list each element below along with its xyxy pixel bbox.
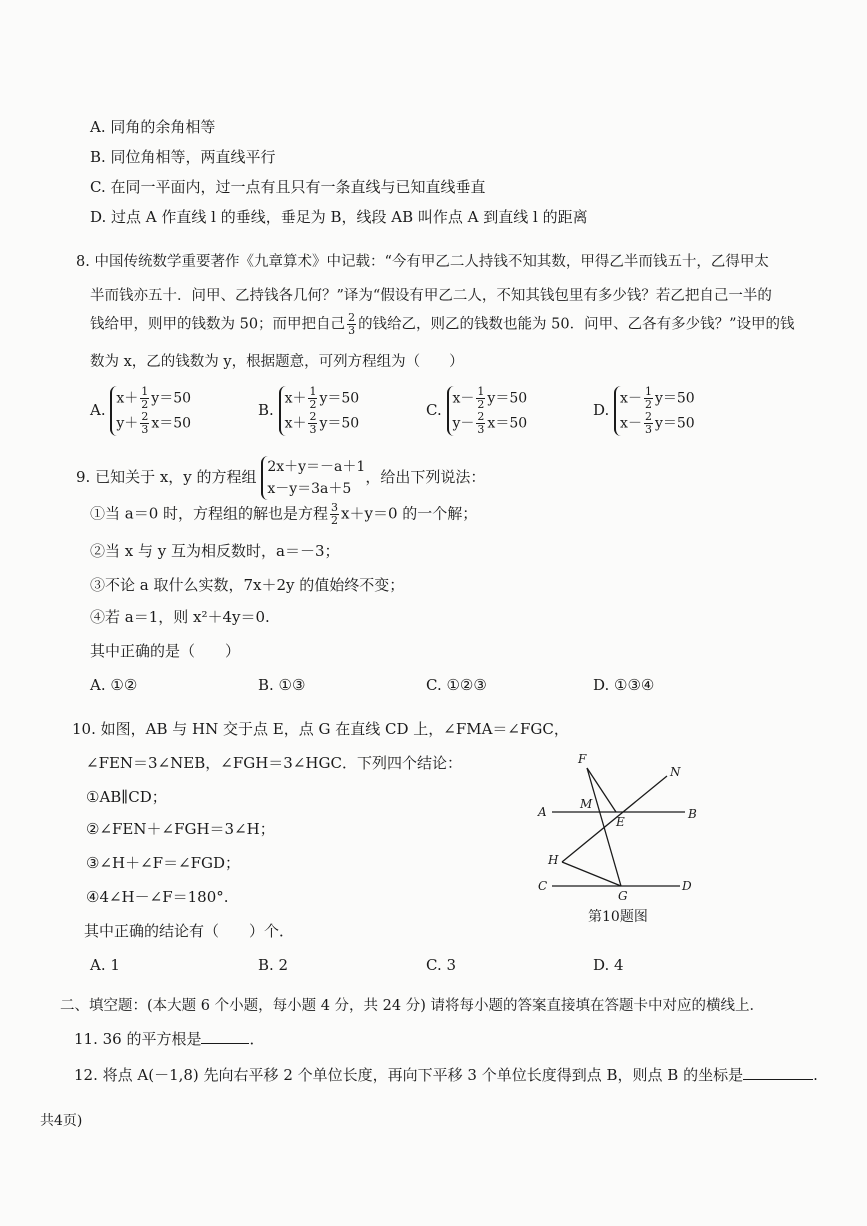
geometry-diagram	[530, 750, 710, 930]
q10-option-b: B. 2	[258, 956, 289, 974]
q10-figure	[530, 750, 710, 930]
q9-statement-4: ④若 a＝1，则 x²＋4y＝0.	[90, 608, 270, 626]
q8-line3	[90, 312, 795, 337]
frac-den: 2	[309, 398, 317, 411]
eq-term: y＝50	[319, 390, 360, 407]
eq-term: x＋	[116, 390, 139, 407]
frac-num: 2	[141, 410, 149, 423]
frac-den: 2	[644, 398, 652, 411]
q7-option-d: D. 过点 A 作直线 l 的垂线，垂足为 B，线段 AB 叫作点 A 到直线 l 的距离	[90, 208, 588, 226]
frac-den: 3	[644, 423, 652, 436]
q9-statement-1	[90, 502, 477, 527]
q11	[74, 1028, 265, 1049]
eq-term: x－	[620, 415, 642, 432]
eq-term: y－	[452, 415, 475, 432]
eq-term: y＝50	[487, 390, 528, 407]
frac-den: 2	[331, 514, 339, 527]
q8-line3-before: 钱给甲，则甲的钱数为 50；而甲把自己	[90, 316, 346, 333]
q10-option-c: C. 3	[426, 956, 457, 974]
frac-num: 2	[309, 410, 317, 423]
label-b: B	[688, 807, 697, 821]
fraction	[476, 386, 485, 411]
equation-row	[453, 411, 528, 436]
q12-text: 12. 将点 A(－1,8) 先向右平移 2 个单位长度，再向下平移 3 个单位长度得到点 B，则点 B 的坐标是	[74, 1066, 744, 1084]
q8-line3-after: 的钱给乙，则乙的钱数也能为 50．问甲、乙各有多少钱？”设甲的钱	[358, 316, 795, 333]
equation-row	[453, 386, 528, 411]
q9-statement-3: ③不论 a 取什么实数，7x＋2y 的值始终不变；	[90, 576, 405, 594]
label-n: N	[670, 765, 681, 779]
label-m: M	[580, 797, 593, 811]
eq-term: x＝50	[487, 415, 528, 432]
q8-fraction	[347, 312, 356, 337]
segment-hg	[562, 862, 621, 886]
q7-option-a: A. 同角的余角相等	[90, 118, 216, 136]
frac-num: 1	[309, 385, 317, 398]
fraction	[140, 386, 149, 411]
equation-system	[279, 386, 360, 436]
frac-num: 1	[644, 385, 652, 398]
q12	[74, 1064, 818, 1085]
equation-row: x－y＝3a＋5	[267, 481, 352, 497]
frac-num: 2	[644, 410, 652, 423]
q10-ask: 其中正确的结论有（ ）个．	[84, 922, 295, 940]
frac-num: 1	[141, 385, 149, 398]
q8-option-d	[593, 386, 695, 436]
eq-term: y＝50	[151, 390, 192, 407]
q9-option-c: C. ①②③	[426, 676, 487, 694]
frac-den: 2	[477, 398, 485, 411]
q7-option-c: C. 在同一平面内，过一点有且只有一条直线与已知直线垂直	[90, 178, 486, 196]
eq-term: x＋	[284, 390, 307, 407]
q10-option-d: D. 4	[593, 956, 624, 974]
q9-option-a: A. ①②	[90, 676, 138, 694]
equation-row	[116, 386, 191, 411]
q8-option-label: C.	[426, 401, 442, 419]
label-c: C	[538, 879, 548, 893]
statement-text: ①当 a＝0 时，方程组的解也是方程	[90, 504, 329, 523]
label-e: E	[616, 815, 625, 829]
fraction	[644, 386, 653, 411]
q8-frac-den: 3	[348, 324, 356, 337]
q9-equation-system	[261, 456, 365, 500]
label-g: G	[618, 889, 628, 903]
equation-system	[614, 386, 695, 436]
q10-option-a: A. 1	[90, 956, 120, 974]
q11-answer-blank[interactable]	[201, 1043, 249, 1044]
fraction	[140, 411, 149, 436]
q12-answer-blank[interactable]	[743, 1079, 813, 1080]
q8-line1: 8. 中国传统数学重要著作《九章算术》中记载：“今有甲乙二人持钱不知其数，甲得乙半而钱五十，乙得甲太	[76, 254, 769, 270]
q8-frac-num: 2	[348, 311, 356, 324]
fraction	[308, 386, 317, 411]
equation-system	[447, 386, 528, 436]
q8-option-label: B.	[258, 401, 274, 419]
q8-line4: 数为 x，乙的钱数为 y，根据题意，可列方程组为（ ）	[90, 354, 464, 370]
section-2-heading: 二、填空题：(本大题 6 个小题，每小题 4 分，共 24 分) 请将每小题的答案直接填在答题卡中对应的横线上．	[60, 998, 764, 1014]
eq-term: y＋	[116, 415, 139, 432]
eq-term: y＝50	[319, 415, 360, 432]
q9-statement-2: ②当 x 与 y 互为相反数时，a＝－3；	[90, 542, 340, 560]
label-d: D	[682, 879, 692, 893]
q8-option-b	[258, 386, 359, 436]
q10-line1: 10. 如图，AB 与 HN 交于点 E，点 G 在直线 CD 上，∠FMA＝∠FGC，	[72, 720, 569, 738]
fraction	[476, 411, 485, 436]
eq-term: y＝50	[654, 415, 695, 432]
frac-den: 3	[477, 423, 485, 436]
eq-term: x＋	[284, 415, 307, 432]
frac-num: 2	[477, 410, 485, 423]
frac-num: 3	[331, 501, 339, 514]
page-footer: 共4页)	[40, 1113, 83, 1129]
q9-option-b: B. ①③	[258, 676, 306, 694]
label-f: F	[578, 752, 587, 766]
label-h: H	[548, 853, 559, 867]
eq-term: y＝50	[654, 390, 695, 407]
equation-row	[620, 386, 695, 411]
frac-den: 3	[141, 423, 149, 436]
equation-row	[285, 386, 360, 411]
q11-text-end: ．	[249, 1030, 265, 1048]
eq-term: x－	[620, 390, 642, 407]
q9-stem-before: 9. 已知关于 x，y 的方程组	[76, 468, 257, 486]
fraction	[308, 411, 317, 436]
equation-row: 2x＋y＝－a＋1	[267, 459, 366, 475]
q9-stem	[76, 456, 485, 500]
eq-term: x＝50	[151, 415, 192, 432]
figure-caption: 第10题图	[588, 909, 648, 925]
q9-option-d: D. ①③④	[593, 676, 655, 694]
q8-option-c	[426, 386, 527, 436]
q9-ask: 其中正确的是（ ）	[90, 642, 241, 660]
q10-conclusion-2: ②∠FEN＋∠FGH＝3∠H；	[86, 820, 275, 838]
statement-text: x＋y＝0 的一个解；	[341, 504, 478, 523]
frac-num: 1	[477, 385, 485, 398]
fraction	[644, 411, 653, 436]
label-a: A	[538, 805, 547, 819]
q9-stem-after: ，给出下列说法：	[365, 468, 486, 486]
q11-text: 11. 36 的平方根是	[74, 1030, 202, 1048]
q10-line2: ∠FEN＝3∠NEB，∠FGH＝3∠HGC．下列四个结论：	[86, 754, 462, 772]
equation-system	[110, 386, 191, 436]
equation-row	[116, 411, 191, 436]
q8-line2: 半而钱亦五十．问甲、乙持钱各几何？”译为“假设有甲乙二人，不知其钱包里有多少钱？若乙把自己一半的	[90, 288, 772, 304]
frac-den: 2	[141, 398, 149, 411]
q8-option-label: A.	[90, 401, 106, 419]
q8-option-label: D.	[593, 401, 610, 419]
q10-conclusion-4: ④4∠H－∠F＝180°.	[86, 888, 229, 906]
q12-text-end: .	[813, 1066, 818, 1084]
equation-row	[620, 411, 695, 436]
q10-conclusion-3: ③∠H＋∠F＝∠FGD；	[86, 854, 241, 872]
q8-option-a	[90, 386, 191, 436]
frac-den: 3	[309, 423, 317, 436]
line-hn	[562, 776, 667, 862]
q10-conclusion-1: ①AB∥CD；	[86, 788, 167, 806]
equation-row	[285, 411, 360, 436]
fraction	[330, 502, 339, 527]
q7-option-b: B. 同位角相等，两直线平行	[90, 148, 276, 166]
eq-term: x－	[452, 390, 475, 407]
